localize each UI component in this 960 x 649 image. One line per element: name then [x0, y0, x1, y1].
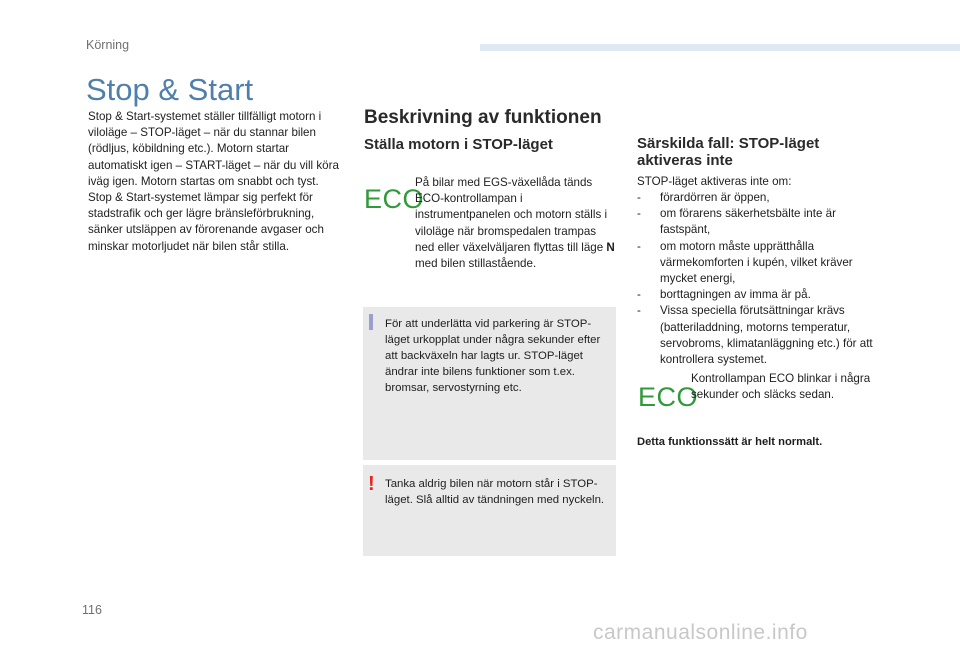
list-item: - om förarens säkerhetsbälte inte är fastspänt,: [637, 206, 887, 238]
stop-mode-heading: Ställa motorn i STOP-läget: [364, 136, 553, 153]
page-title: Stop & Start: [86, 72, 254, 107]
eco-indicator-icon: ECO: [364, 184, 425, 214]
special-cases-heading: Särskilda fall: STOP-läget aktiveras inte: [637, 135, 820, 169]
warning-text: Tanka aldrig bilen när motorn står i STOP-läget. Slå alltid av tändningen med nyckeln.: [385, 478, 605, 506]
eco-indicator-icon: ECO: [638, 382, 699, 412]
info-text: För att underlätta vid parkering är STOP-läget urkopplat under några sekunder efter att backväxeln har lagts ur. STOP-läget ändrar inte bilens funktioner som t.ex. bromsar, servostyrning etc.: [385, 318, 601, 394]
section-heading: Beskrivning av funktionen: [364, 107, 602, 128]
section-label: Körning: [86, 38, 130, 52]
normal-operation-note: Detta funktionssätt är helt normalt.: [637, 436, 823, 448]
stop-conditions-list: [637, 190, 887, 368]
list-item: - om motorn måste upprätthålla värmekomforten i kupén, vilket kräver mycket energi,: [637, 239, 887, 288]
header-bar: [480, 44, 960, 51]
page-number: 116: [82, 603, 102, 617]
list-item: - Vissa speciella förutsättningar krävs (batteriladdning, motorns temperatur, servobroms, klimatanläggning etc.) för att kontrollera systemet.: [637, 303, 887, 368]
info-icon: [369, 313, 373, 330]
watermark: carmanualsonline.info: [593, 621, 808, 644]
intro-paragraph: Stop & Start-systemet ställer tillfälligt motorn i viloläge – STOP-läget – när du stannar bilen (rödljus, köbildning etc.). Motorn startar automatiskt igen – START-läget – när du vill köra iväg igen. Motorn startas om snabbt och tyst.: [88, 110, 339, 188]
info-icon-gap: [369, 311, 373, 314]
list-item: - förardörren är öppen,: [637, 190, 887, 206]
intro-text: [88, 109, 343, 255]
eco-blink-description: Kontrollampan ECO blinkar i några sekunder och släcks sedan.: [691, 372, 871, 402]
list-item: - borttagningen av imma är på.: [637, 287, 887, 303]
stop-conditions-intro: STOP-läget aktiveras inte om:: [637, 175, 792, 188]
warning-icon: !: [368, 473, 375, 495]
eco-description: På bilar med EGS-växellåda tänds ECO-kontrollampan i instrumentpanelen och motorn ställs i viloläge när bromspedalen trampas ned eller växelväljaren flyttas till läge N med bilen stillastående.: [415, 176, 615, 271]
intro-paragraph: Stop & Start-systemet lämpar sig perfekt för stadstrafik och ger lägre bränsleförbrukning, sänker utsläppen av förorenande avgaser och minskar motorljudet när bilen står stilla.: [88, 191, 324, 253]
